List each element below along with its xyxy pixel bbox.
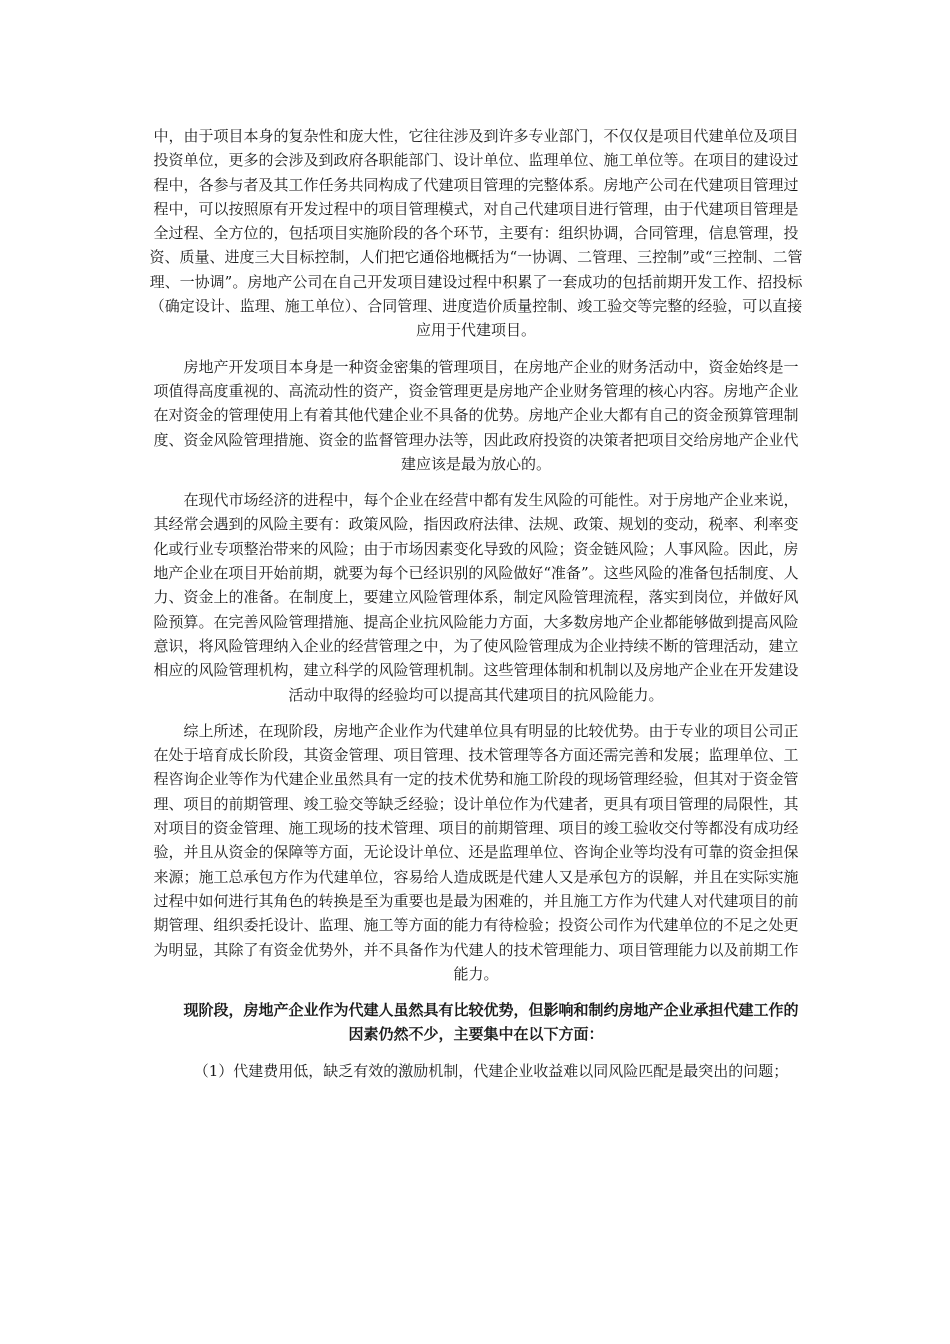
paragraph-project-management: 中，由于项目本身的复杂性和庞大性，它往往涉及到许多专业部门，不仅仅是项目代建单位及项目投资单位，更多的会涉及到政府各职能部门、设计单位、监理单位、施工单位等。在项目的建设过程中，各参与者及其工作任务共同构成了代建项目管理的完整体系。房地产公司在代建项目管理过程中，可以按照原有开发过程中的项目管理模式，对自己代建项目进行管理，由于代建项目管理是全过程、全方位的，包括项目实施阶段的各个环节，主要有：组织协调，合同管理，信息管理，投资、质量、进度三大目标控制，人们把它通俗地概括为“一协调、二管理、三控制”或“三控制、二管理、一协调”。房地产公司在自己开发项目建设过程中积累了一套成功的包括前期开发工作、招投标（确定设计、监理、施工单位）、合同管理、进度造价质量控制、竣工验交等完整的经验，可以直接应用于代建项目。	[149, 127, 803, 340]
section-heading-constraints: 现阶段，房地产企业作为代建人虽然具有比较优势，但影响和制约房地产企业承担代建工作的因素仍然不少，主要集中在以下方面：	[183, 1001, 799, 1044]
paragraph-risk-management: 在现代市场经济的进程中，每个企业在经营中都有发生风险的可能性。对于房地产企业来说，其经常会遇到的风险主要有：政策风险，指因政府法律、法规、政策、规划的变动，税率、利率变化或行业专项整治带来的风险；由于市场因素变化导致的风险；资金链风险；人事风险。因此，房地产企业在项目开始前期，就要为每个已经识别的风险做好“准备”。这些风险的准备包括制度、人力、资金上的准备。在制度上，要建立风险管理体系，制定风险管理流程，落实到岗位，并做好风险预算。在完善风险管理措施、提高企业抗风险能力方面，大多数房地产企业都能够做到提高风险意识，将风险管理纳入企业的经营管理之中，为了使风险管理成为企业持续不断的管理活动，建立相应的风险管理机构，建立科学的风险管理机制。这些管理体制和机制以及房地产企业在开发建设活动中取得的经验均可以提高其代建项目的抗风险能力。	[153, 491, 799, 704]
list-item-1: （1）代建费用低，缺乏有效的激励机制，代建企业收益难以同风险匹配是最突出的问题；	[193, 1061, 789, 1080]
paragraph-summary: 综上所述，在现阶段，房地产企业作为代建单位具有明显的比较优势。由于专业的项目公司正在处于培育成长阶段，其资金管理、项目管理、技术管理等各方面还需完善和发展；监理单位、工程咨询企业等作为代建企业虽然具有一定的技术优势和施工阶段的现场管理经验，但其对于资金管理、项目的前期管理、竣工验交等缺乏经验；设计单位作为代建者，更具有项目管理的局限性，其对项目的资金管理、施工现场的技术管理、项目的前期管理、项目的竣工验收交付等都没有成功经验，并且从资金的保障等方面，无论设计单位、还是监理单位、咨询企业等均没有可靠的资金担保来源；施工总承包方作为代建单位，容易给人造成既是代建人又是承包方的误解，并且在实际实施过程中如何进行其角色的转换是至为重要也是最为困难的，并且施工方作为代建人对代建项目的前期管理、组织委托设计、监理、施工等方面的能力有待检验；投资公司作为代建单位的不足之处更为明显，其除了有资金优势外，并不具备作为代建人的技术管理能力、项目管理能力以及前期工作能力。	[153, 721, 799, 983]
paragraph-capital-management: 房地产开发项目本身是一种资金密集的管理项目，在房地产企业的财务活动中，资金始终是一项值得高度重视的、高流动性的资产，资金管理更是房地产企业财务管理的核心内容。房地产企业在对资金的管理使用上有着其他代建企业不具备的优势。房地产企业大都有自己的资金预算管理制度、资金风险管理措施、资金的监督管理办法等，因此政府投资的决策者把项目交给房地产企业代建应该是最为放心的。	[153, 357, 799, 473]
document-page	[148, 124, 804, 1095]
